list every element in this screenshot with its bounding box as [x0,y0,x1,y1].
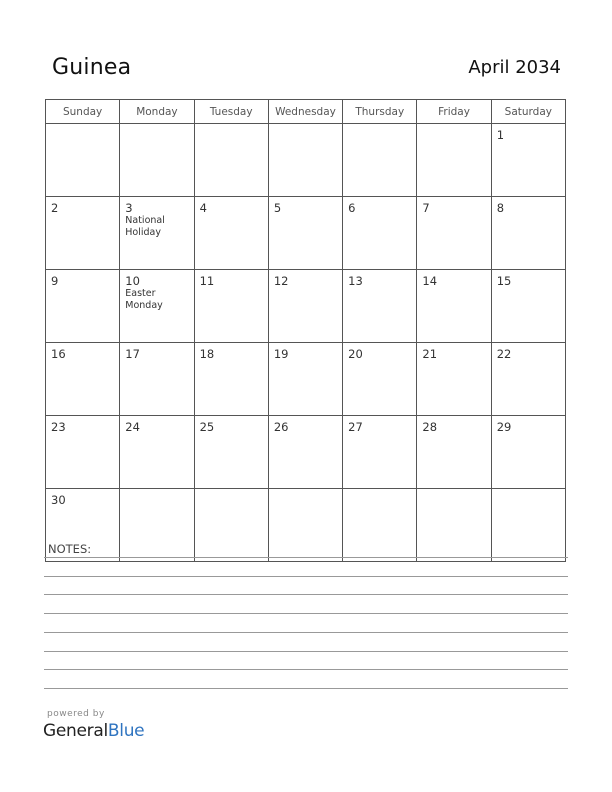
brand-general-text: General [43,721,108,741]
day-number: 24 [125,420,140,434]
calendar-week-row [46,489,566,562]
brand-blue-text: Blue [107,721,145,741]
day-cell [194,124,268,197]
day-cell [343,270,417,343]
day-number: 14 [422,274,438,288]
calendar-week-row [46,270,566,343]
day-cell [491,197,565,270]
day-number: 1 [496,128,505,142]
day-cell [46,343,120,416]
day-cell [120,416,194,489]
day-cell [194,489,268,562]
day-cell [120,343,194,416]
day-cell [194,416,268,489]
day-cell [120,270,194,343]
weekday-header: Sunday [46,100,120,124]
note-line [44,688,568,689]
weekday-header: Wednesday [268,100,342,124]
powered-by-text: powered by [47,709,105,719]
day-cell [343,124,417,197]
day-number: 16 [51,347,66,361]
day-cell [120,124,194,197]
day-cell [343,489,417,562]
day-number: 20 [348,347,363,361]
day-number: 13 [348,274,363,288]
day-number: 11 [199,274,215,288]
day-cell [268,124,342,197]
day-number: 6 [348,201,356,215]
weekday-header: Monday [120,100,194,124]
country-title: Guinea [52,55,132,80]
note-line [44,613,568,614]
day-cell [268,489,342,562]
day-number: 18 [199,347,215,361]
day-cell [343,343,417,416]
day-cell [491,489,565,562]
day-cell [417,489,491,562]
day-cell [491,343,565,416]
generalblue-logo[interactable] [43,721,144,741]
day-cell [120,197,194,270]
weekday-header: Thursday [343,100,417,124]
weekday-header: Saturday [491,100,565,124]
day-number: 25 [199,420,215,434]
day-cell [46,270,120,343]
holiday-label: Easter Monday [125,288,163,311]
day-number: 3 [125,201,133,215]
note-line [44,594,568,595]
day-cell [268,416,342,489]
day-number: 29 [496,420,512,434]
day-cell [417,124,491,197]
day-cell [46,124,120,197]
weekday-header-row [46,100,566,124]
day-cell [194,270,268,343]
calendar-week-row [46,416,566,489]
day-cell [417,416,491,489]
day-cell [417,197,491,270]
day-number: 21 [422,347,438,361]
note-line [44,557,568,558]
day-cell [194,197,268,270]
day-number: 4 [199,201,207,215]
day-number: 9 [51,274,59,288]
day-cell [46,197,120,270]
day-number: 17 [125,347,140,361]
day-number: 27 [348,420,363,434]
day-number: 26 [273,420,289,434]
day-cell [491,416,565,489]
note-line [44,632,568,633]
day-number: 30 [51,493,66,507]
day-number: 15 [496,274,512,288]
day-cell [343,416,417,489]
calendar-week-row [46,197,566,270]
day-number: 7 [422,201,430,215]
calendar-grid [45,99,566,562]
day-number: 23 [51,420,66,434]
day-number: 28 [422,420,438,434]
weekday-header: Friday [417,100,491,124]
calendar-week-row [46,124,566,197]
day-number: 5 [273,201,282,215]
calendar-body [46,124,566,562]
day-cell [268,343,342,416]
day-cell [343,197,417,270]
day-number: 10 [125,274,140,288]
day-cell [120,489,194,562]
day-cell [491,124,565,197]
day-cell [417,270,491,343]
day-cell [268,197,342,270]
day-cell [491,270,565,343]
note-line [44,669,568,670]
calendar-week-row [46,343,566,416]
day-number: 2 [51,201,59,215]
day-number: 12 [273,274,289,288]
note-line [44,651,568,652]
month-year-title: April 2034 [468,57,561,78]
day-number: 8 [496,201,505,215]
weekday-header: Tuesday [194,100,268,124]
holiday-label: National Holiday [125,215,165,238]
note-line [44,576,568,577]
day-cell [268,270,342,343]
day-cell [46,416,120,489]
day-number: 19 [273,347,289,361]
day-cell [194,343,268,416]
day-cell [417,343,491,416]
notes-label: NOTES: [48,542,92,556]
day-number: 22 [496,347,512,361]
